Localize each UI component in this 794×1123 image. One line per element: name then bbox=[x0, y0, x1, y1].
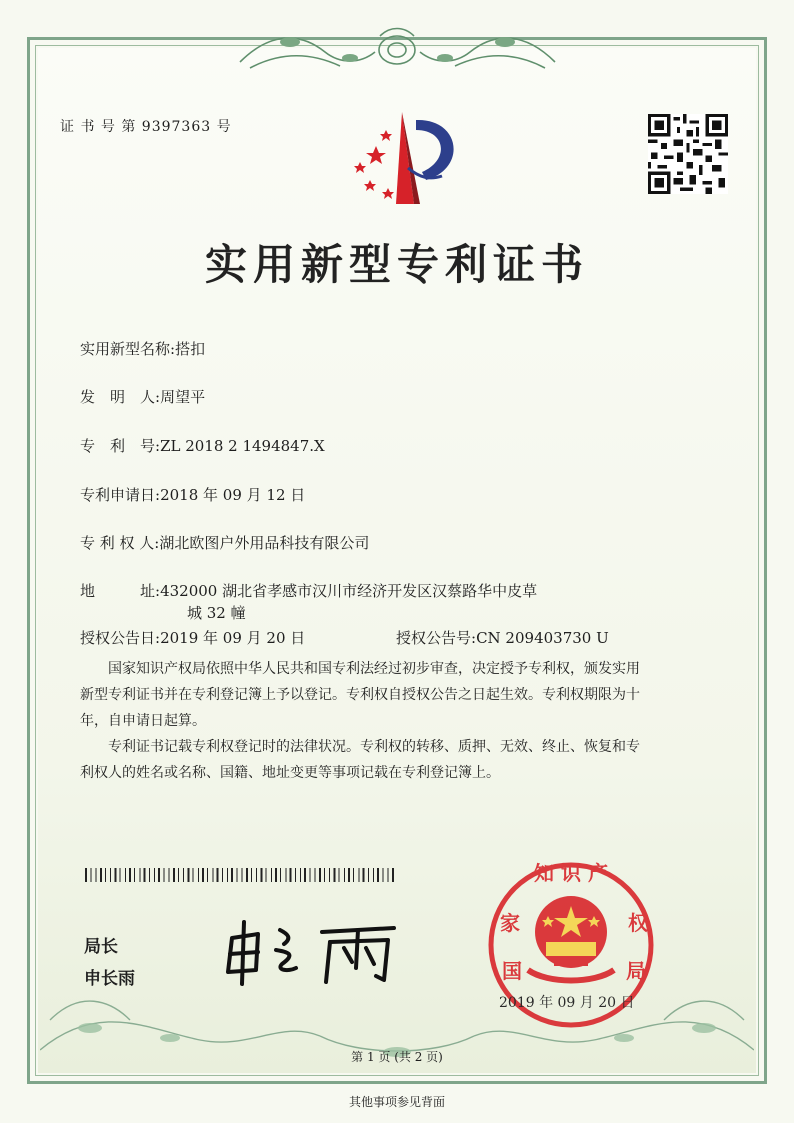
field-patent-number bbox=[80, 435, 325, 456]
paragraph-line: 年，自申请日起算。 bbox=[80, 713, 206, 729]
field-grant-announcement-date bbox=[80, 627, 305, 648]
handwritten-signature-icon bbox=[218, 918, 408, 988]
field-address bbox=[80, 580, 537, 601]
legal-paragraph-2 bbox=[80, 734, 720, 786]
footer-note: 其他事项参见背面 bbox=[348, 1095, 445, 1109]
field-value: 搭扣 bbox=[175, 340, 206, 358]
patent-office-logo-icon bbox=[330, 108, 470, 208]
legal-paragraph-1 bbox=[80, 656, 720, 734]
seal-date: 2019 年 09 月 20 日 bbox=[499, 995, 635, 1011]
field-utility-model-name bbox=[80, 338, 205, 359]
svg-text:国: 国 bbox=[502, 959, 522, 983]
field-address-line2: 城 32 幢 bbox=[187, 604, 246, 622]
field-value: ZL 2018 2 1494847.X bbox=[160, 437, 325, 455]
field-value: 2019 年 09 月 20 日 bbox=[160, 629, 306, 647]
field-application-date bbox=[80, 484, 305, 505]
field-label: 授权公告日: bbox=[80, 629, 161, 647]
page-indicator: 第 1 页 (共 2 页) bbox=[351, 1050, 443, 1064]
certificate-number: 证 书 号 第 9397363 号 bbox=[60, 119, 232, 135]
field-label: 专利申请日: bbox=[80, 486, 161, 504]
field-grant-announcement-number bbox=[396, 627, 609, 648]
field-label: 专 利 权 人: bbox=[80, 534, 160, 552]
field-value: 周望平 bbox=[160, 388, 206, 406]
signatory-title: 局长 bbox=[84, 937, 118, 957]
svg-text:权: 权 bbox=[628, 911, 648, 935]
field-value: 2018 年 09 月 12 日 bbox=[160, 486, 306, 504]
svg-text:家: 家 bbox=[500, 911, 520, 935]
certificate-title: 实用新型专利证书 bbox=[204, 240, 589, 289]
field-label: 发 明 人: bbox=[80, 388, 161, 406]
field-label: 授权公告号: bbox=[396, 629, 477, 647]
field-label: 地 址: bbox=[80, 582, 161, 600]
qr-code-icon bbox=[648, 114, 728, 194]
top-floral-ornament bbox=[230, 22, 565, 80]
paragraph-line: 专利证书记载专利权登记时的法律状况。专利权的转移、质押、无效、终止、恢复和专 bbox=[108, 739, 640, 755]
signatory-name: 申长雨 bbox=[84, 969, 135, 989]
barcode-icon bbox=[85, 868, 395, 882]
field-label: 专 利 号: bbox=[80, 437, 161, 455]
field-label: 实用新型名称: bbox=[80, 340, 176, 358]
paragraph-line: 国家知识产权局依照中华人民共和国专利法经过初步审查，决定授予专利权，颁发实用 bbox=[108, 661, 640, 677]
field-patentee bbox=[80, 532, 369, 553]
svg-text:知 识 产: 知 识 产 bbox=[534, 861, 608, 885]
field-value: 432000 湖北省孝感市汉川市经济开发区汉蔡路华中皮草 bbox=[160, 582, 538, 600]
svg-text:局: 局 bbox=[626, 959, 646, 983]
field-value: 湖北欧图户外用品科技有限公司 bbox=[159, 534, 370, 552]
paragraph-line: 新型专利证书并在专利登记簿上予以登记。专利权自授权公告之日起生效。专利权期限为十 bbox=[80, 687, 640, 703]
field-inventor bbox=[80, 386, 205, 407]
field-value: CN 209403730 U bbox=[476, 629, 609, 647]
paragraph-line: 利权人的姓名或名称、国籍、地址变更等事项记载在专利登记簿上。 bbox=[80, 765, 500, 781]
